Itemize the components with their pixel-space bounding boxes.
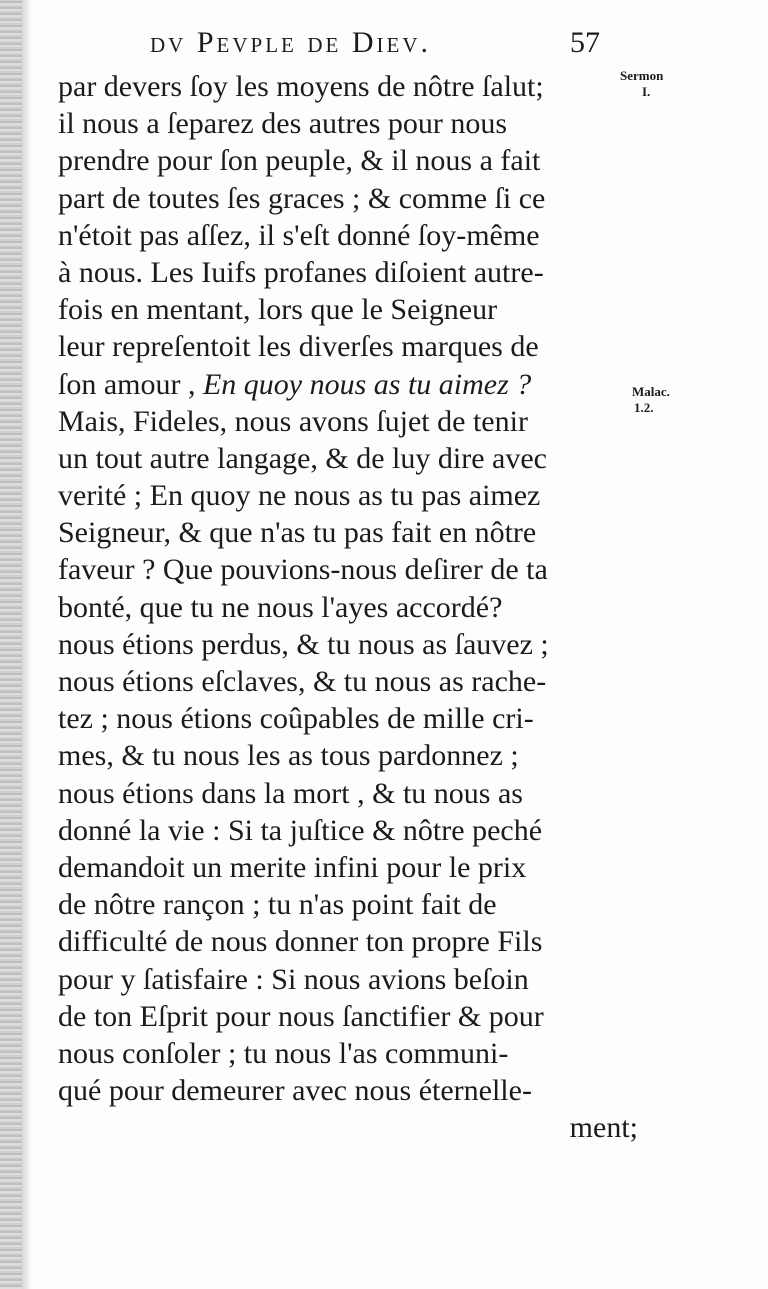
text-line: prendre pour ſon peuple, & il nous a fait <box>58 144 541 178</box>
text-line: donné la vie : Si ta juſtice & nôtre peché <box>58 813 543 847</box>
binding-gutter <box>0 0 22 1289</box>
text-line: de nôtre rançon ; tu n'as point fait de <box>58 888 497 922</box>
text-line: verité ; En quoy ne nous as tu pas aimez <box>58 479 541 513</box>
text-line: Seigneur, & que n'as tu pas fait en nôtre <box>58 516 537 550</box>
text-line: nous étions eſclaves, & tu nous as rache- <box>58 665 547 698</box>
margin-note-number: 1.2. <box>634 400 654 415</box>
text-line: mes, & tu nous les as tous pardonnez ; <box>58 739 519 773</box>
margin-note-number: I. <box>642 84 651 99</box>
text-line: tez ; nous étions coûpables de mille cri- <box>58 702 534 736</box>
text-line: bonté, que tu ne nous l'ayes accordé? <box>58 590 503 624</box>
text-line: un tout autre langage, & de luy dire avec <box>58 441 547 475</box>
page-header <box>150 26 630 66</box>
text-line: il nous a ſeparez des autres pour nous <box>58 107 508 141</box>
text-line: difficulté de nous donner ton propre Fils <box>58 925 543 959</box>
text-line: qué pour demeurer avec nous éternelle- <box>58 1074 532 1108</box>
text-line: n'étoit pas aſſez, il s'eſt donné ſoy-même <box>58 218 540 252</box>
catchword: ment; <box>569 1111 638 1145</box>
text-line: demandoit un merite infini pour le prix <box>58 850 527 884</box>
text-line: nous conſoler ; tu nous l'as communi- <box>58 1036 509 1070</box>
text-line: de ton Eſprit pour nous ſanctifier & pour <box>58 999 544 1033</box>
text-line: à nous. Les Iuifs profanes diſoient autre- <box>58 255 544 289</box>
text-line: Mais, Fideles, nous avons ſujet de tenir <box>58 404 528 438</box>
text-line: par devers ſoy les moyens de nôtre ſalut; <box>58 70 544 103</box>
running-title: dv Pevple de Diev. <box>150 26 431 59</box>
margin-note-label: Malac. <box>632 384 670 399</box>
page-number: 57 <box>570 26 600 59</box>
text-line: nous étions dans la mort , & tu nous as <box>58 776 523 810</box>
text-line: nous étions perdus, & tu nous as ſauvez ; <box>58 627 549 661</box>
binding-shadow <box>22 0 32 1289</box>
text-line: faveur ? Que pouvions-nous deſirer de ta <box>58 553 548 587</box>
margin-note-label: Sermon <box>620 68 664 83</box>
text-line: part de toutes ſes graces ; & comme ſi ce <box>58 181 546 215</box>
body-text <box>58 68 638 1146</box>
text-line: ſon amour , En quoy nous as tu aimez ? <box>58 367 532 401</box>
text-line: fois en mentant, lors que le Seigneur <box>58 293 498 327</box>
text-line: leur repreſentoit les diverſes marques de <box>58 330 539 364</box>
text-line: pour y ſatisfaire : Si nous avions beſoin <box>58 962 529 996</box>
